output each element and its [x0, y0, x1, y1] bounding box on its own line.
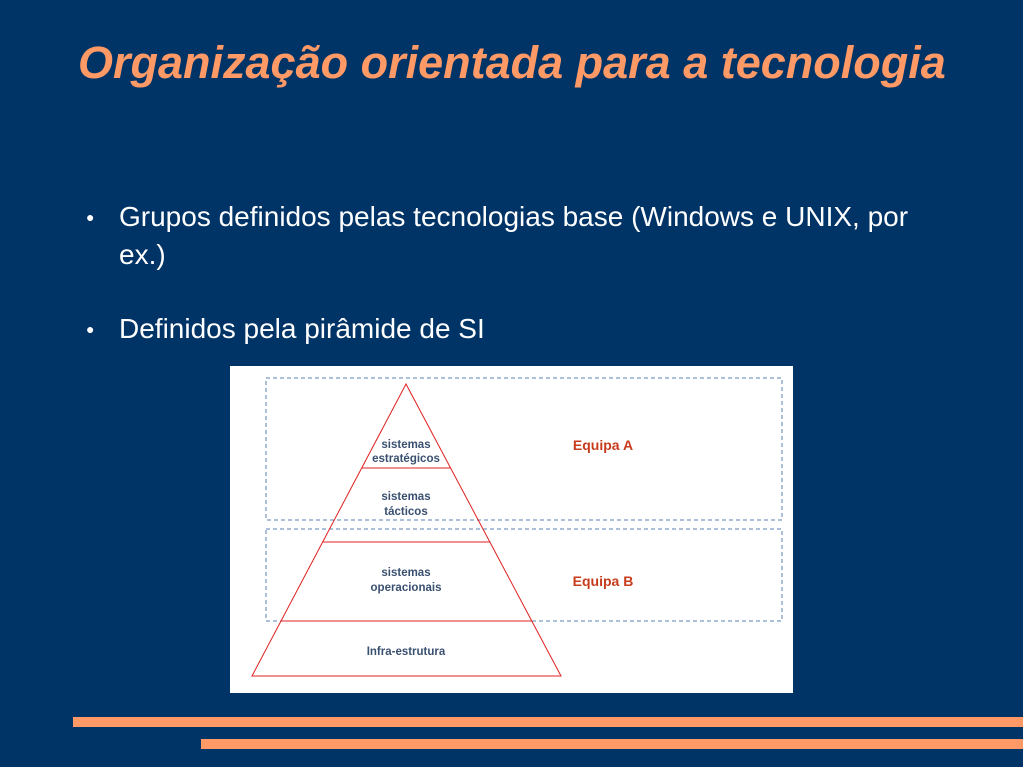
bullet-icon: ● [86, 321, 95, 337]
team-a-label: Equipa A [572, 437, 634, 453]
pyramid-outline [252, 384, 561, 676]
level-infrastructure-label: Infra-estrutura [366, 646, 446, 658]
team-a-boundary [266, 378, 782, 520]
decorative-stripe [201, 739, 1023, 749]
bullet-text: Grupos definidos pelas tecnologias base (Windows e UNIX, por ex.) [119, 201, 909, 270]
level-operational-label: operacionais [370, 582, 442, 594]
bullet-item [84, 310, 944, 348]
decorative-stripe [73, 717, 1023, 727]
level-strategic-label: estratégicos [372, 453, 440, 465]
bullet-item [84, 198, 944, 274]
pyramid-svg [230, 366, 793, 693]
level-strategic-label: sistemas [381, 439, 431, 451]
bullet-icon: ● [86, 209, 95, 225]
pyramid-diagram [230, 366, 793, 693]
level-operational-label: sistemas [381, 567, 431, 579]
level-tactical-label: sistemas [381, 491, 431, 503]
bullet-list [84, 198, 944, 348]
bullet-text: Definidos pela pirâmide de SI [119, 313, 485, 344]
slide-title: Organização orientada para a tecnologia [78, 37, 946, 88]
level-tactical-label: tácticos [384, 506, 428, 518]
team-b-label: Equipa B [572, 573, 634, 589]
